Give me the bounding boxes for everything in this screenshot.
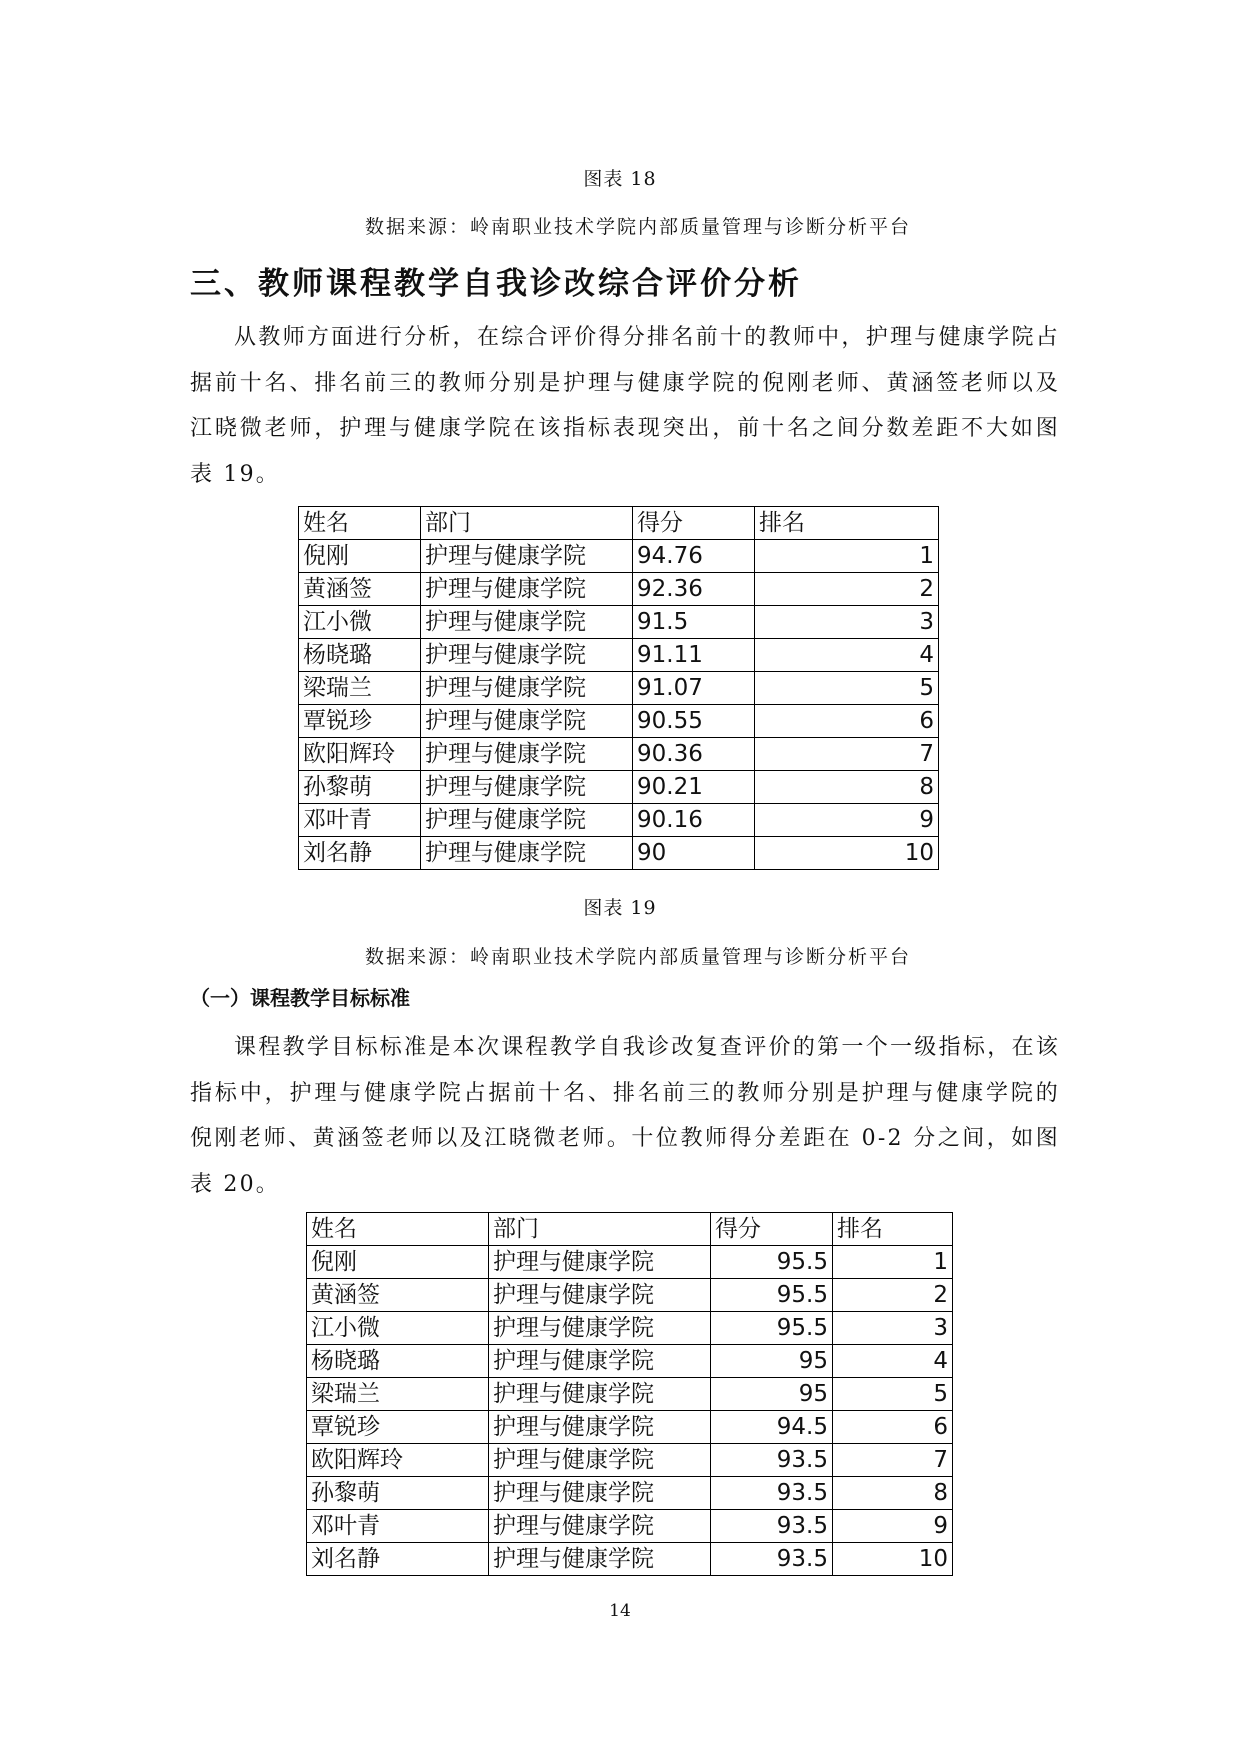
- rank-cell: 10: [755, 837, 939, 870]
- score-cell: 94.76: [633, 540, 755, 573]
- score-cell: 90.16: [633, 804, 755, 837]
- paragraph-overall-analysis: 从教师方面进行分析，在综合评价得分排名前十的教师中，护理与健康学院占据前十名、排名前三的教师分别是护理与健康学院的倪刚老师、黄涵签老师以及江晓微老师，护理与健康学院在该指标表现突出，前十名之间分数差距不大如图表 19。: [190, 325, 1060, 487]
- table-row: [299, 606, 939, 639]
- table-row: [307, 1477, 953, 1510]
- table-row: [299, 837, 939, 870]
- table-row: [307, 1279, 953, 1312]
- rank-cell: 9: [755, 804, 939, 837]
- rank-cell: 8: [833, 1477, 953, 1510]
- column-header: 姓名: [299, 507, 421, 540]
- rank-cell: 3: [755, 606, 939, 639]
- rank-cell: 6: [755, 705, 939, 738]
- figure-18-source: 数据来源：岭南职业技术学院内部质量管理与诊断分析平台: [365, 216, 912, 238]
- score-cell: 93.5: [711, 1543, 833, 1576]
- table-header-row: [299, 507, 939, 540]
- score-cell: 93.5: [711, 1510, 833, 1543]
- table-row: [307, 1510, 953, 1543]
- column-header: 排名: [833, 1213, 953, 1246]
- table-row: [299, 705, 939, 738]
- table-row: [299, 738, 939, 771]
- table-row: [299, 771, 939, 804]
- rank-cell: 7: [755, 738, 939, 771]
- figure-19-source: 数据来源：岭南职业技术学院内部质量管理与诊断分析平台: [365, 946, 912, 968]
- department-cell: 护理与健康学院: [421, 573, 633, 606]
- rank-cell: 5: [755, 672, 939, 705]
- column-header: 排名: [755, 507, 939, 540]
- score-cell: 95.5: [711, 1312, 833, 1345]
- rank-cell: 1: [833, 1246, 953, 1279]
- paragraph-teaching-goal: 课程教学目标标准是本次课程教学自我诊改复查评价的第一个一级指标，在该指标中，护理与健康学院占据前十名、排名前三的教师分别是护理与健康学院的倪刚老师、黄涵签老师以及江晓微老师。十位教师得分差距在 0-2 分之间，如图表 20。: [190, 1035, 1060, 1197]
- figure-19-caption: 图表 19: [583, 897, 657, 919]
- name-cell: 孙黎萌: [307, 1477, 489, 1510]
- name-cell: 杨晓璐: [307, 1345, 489, 1378]
- department-cell: 护理与健康学院: [489, 1444, 711, 1477]
- name-cell: 黄涵签: [299, 573, 421, 606]
- score-cell: 95: [711, 1345, 833, 1378]
- column-header: 部门: [421, 507, 633, 540]
- department-cell: 护理与健康学院: [489, 1312, 711, 1345]
- table-row: [307, 1378, 953, 1411]
- department-cell: 护理与健康学院: [489, 1411, 711, 1444]
- department-cell: 护理与健康学院: [421, 738, 633, 771]
- department-cell: 护理与健康学院: [421, 837, 633, 870]
- score-cell: 91.07: [633, 672, 755, 705]
- rank-cell: 3: [833, 1312, 953, 1345]
- teaching-goal-score-table: [306, 1212, 953, 1576]
- department-cell: 护理与健康学院: [421, 804, 633, 837]
- rank-cell: 6: [833, 1411, 953, 1444]
- name-cell: 欧阳辉玲: [307, 1444, 489, 1477]
- name-cell: 倪刚: [299, 540, 421, 573]
- name-cell: 欧阳辉玲: [299, 738, 421, 771]
- score-cell: 90: [633, 837, 755, 870]
- rank-cell: 8: [755, 771, 939, 804]
- table-row: [307, 1345, 953, 1378]
- score-cell: 90.36: [633, 738, 755, 771]
- name-cell: 梁瑞兰: [299, 672, 421, 705]
- column-header: 得分: [633, 507, 755, 540]
- name-cell: 邓叶青: [299, 804, 421, 837]
- name-cell: 刘名静: [299, 837, 421, 870]
- name-cell: 孙黎萌: [299, 771, 421, 804]
- department-cell: 护理与健康学院: [421, 639, 633, 672]
- score-cell: 95.5: [711, 1246, 833, 1279]
- column-header: 部门: [489, 1213, 711, 1246]
- rank-cell: 9: [833, 1510, 953, 1543]
- score-cell: 91.5: [633, 606, 755, 639]
- department-cell: 护理与健康学院: [421, 771, 633, 804]
- department-cell: 护理与健康学院: [489, 1279, 711, 1312]
- department-cell: 护理与健康学院: [421, 672, 633, 705]
- table-row: [307, 1444, 953, 1477]
- overall-score-table: [298, 506, 939, 870]
- department-cell: 护理与健康学院: [489, 1378, 711, 1411]
- name-cell: 倪刚: [307, 1246, 489, 1279]
- department-cell: 护理与健康学院: [421, 606, 633, 639]
- rank-cell: 4: [833, 1345, 953, 1378]
- score-cell: 92.36: [633, 573, 755, 606]
- name-cell: 杨晓璐: [299, 639, 421, 672]
- department-cell: 护理与健康学院: [489, 1477, 711, 1510]
- column-header: 姓名: [307, 1213, 489, 1246]
- table-row: [307, 1246, 953, 1279]
- page-number: 14: [609, 1601, 631, 1621]
- rank-cell: 2: [833, 1279, 953, 1312]
- rank-cell: 7: [833, 1444, 953, 1477]
- table-row: [299, 804, 939, 837]
- rank-cell: 1: [755, 540, 939, 573]
- table-row: [299, 573, 939, 606]
- name-cell: 黄涵签: [307, 1279, 489, 1312]
- name-cell: 刘名静: [307, 1543, 489, 1576]
- department-cell: 护理与健康学院: [489, 1510, 711, 1543]
- score-cell: 90.55: [633, 705, 755, 738]
- department-cell: 护理与健康学院: [421, 705, 633, 738]
- name-cell: 梁瑞兰: [307, 1378, 489, 1411]
- department-cell: 护理与健康学院: [489, 1345, 711, 1378]
- name-cell: 邓叶青: [307, 1510, 489, 1543]
- name-cell: 江小微: [307, 1312, 489, 1345]
- column-header: 得分: [711, 1213, 833, 1246]
- name-cell: 江小微: [299, 606, 421, 639]
- rank-cell: 5: [833, 1378, 953, 1411]
- score-cell: 95: [711, 1378, 833, 1411]
- rank-cell: 4: [755, 639, 939, 672]
- score-cell: 95.5: [711, 1279, 833, 1312]
- score-cell: 90.21: [633, 771, 755, 804]
- table-row: [307, 1411, 953, 1444]
- table-row: [307, 1312, 953, 1345]
- rank-cell: 2: [755, 573, 939, 606]
- subsection-heading: （一）课程教学目标标准: [190, 986, 410, 1010]
- table-row: [307, 1543, 953, 1576]
- score-cell: 94.5: [711, 1411, 833, 1444]
- table-row: [299, 540, 939, 573]
- name-cell: 覃锐珍: [307, 1411, 489, 1444]
- name-cell: 覃锐珍: [299, 705, 421, 738]
- figure-18-caption: 图表 18: [583, 168, 657, 190]
- table-row: [299, 672, 939, 705]
- department-cell: 护理与健康学院: [489, 1543, 711, 1576]
- section-heading: 三、教师课程教学自我诊改综合评价分析: [190, 266, 802, 302]
- score-cell: 93.5: [711, 1477, 833, 1510]
- score-cell: 91.11: [633, 639, 755, 672]
- rank-cell: 10: [833, 1543, 953, 1576]
- table-row: [299, 639, 939, 672]
- department-cell: 护理与健康学院: [489, 1246, 711, 1279]
- department-cell: 护理与健康学院: [421, 540, 633, 573]
- score-cell: 93.5: [711, 1444, 833, 1477]
- table-header-row: [307, 1213, 953, 1246]
